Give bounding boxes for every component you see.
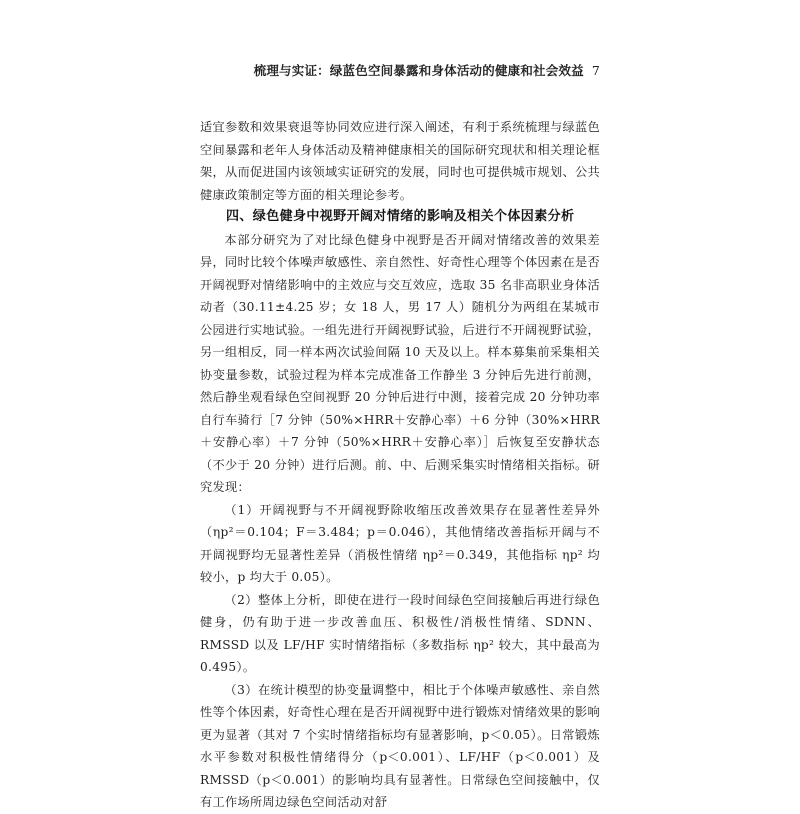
running-header-title: 梳理与实证：绿蓝色空间暴露和身体活动的健康和社会效益 [253, 63, 584, 78]
running-header [200, 61, 600, 79]
finding-2: （2）整体上分析，即使在进行一段时间绿色空间接触后再进行绿色健身，仍有助于进一步改善血压、积极性/消极性情绪、SDNN、RMSSD 以及 LF/HF 实时情绪指标（多数指标 ηp² 较大，其中最高为 0.495）。 [200, 592, 600, 674]
page-number: 7 [591, 63, 600, 78]
finding-1: （1）开阔视野与不开阔视野除收缩压改善效果存在显著性差异外（ηp²＝0.104；F＝3.484；p＝0.046），其他情绪改善指标开阔与不开阔视野均无显著性差异（消极性情绪 ηp²＝0.349，其他指标 ηp² 均较小，p 均大于 0.05）。 [200, 502, 600, 584]
body-text [200, 116, 600, 814]
paragraph-method: 本部分研究为了对比绿色健身中视野是否开阔对情绪改善的效果差异，同时比较个体噪声敏感性、亲自然性、好奇性心理等个体因素在是否开阔视野对情绪影响中的主效应与交互效应，选取 35 名非高职业身体活动者（30.11±4.25 岁；女 18 人，男 17 人）随机分为两组在某城市公园进行实地试验。一组先进行开阔视野试验，后进行不开阔视野试验，另一组相反，同一样本两次试验间隔 10 天及以上。样本募集前采集相关协变量参数，试验过程为样本完成准备工作静坐 3 分钟后先进行前测，然后静坐观看绿色空间视野 20 分钟后进行中测，接着完成 20 分钟功率自行车骑行［7 分钟（50%×HRR＋安静心率）＋6 分钟（30%×HRR＋安静心率）＋7 分钟（50%×HRR＋安静心率）］后恢复至安静状态（不少于 20 分钟）进行后测。前、中、后测采集实时情绪相关指标。研究发现： [200, 232, 600, 494]
finding-3: （3）在统计模型的协变量调整中，相比于个体噪声敏感性、亲自然性等个体因素，好奇性心理在是否开阔视野中进行锻炼对情绪效果的影响更为显著（其对 7 个实时情绪指标均有显著影响，p＜0.05）。日常锻炼水平参数对积极性情绪得分（p＜0.001）、LF/HF（p＜0.001）及 RMSSD（p＜0.001）的影响均具有显著性。日常绿色空间接触中，仅有工作场所周边绿色空间活动对舒 [200, 682, 600, 809]
section-heading: 四、绿色健身中视野开阔对情绪的影响及相关个体因素分析 [226, 209, 575, 224]
paragraph-intro-continuation: 适宜参数和效果衰退等协同效应进行深入阐述，有利于系统梳理与绿蓝色空间暴露和老年人身体活动及精神健康相关的国际研究现状和相关理论框架，从而促进国内该领域实证研究的发展，同时也可提供城市规划、公共健康政策制定等方面的相关理论参考。 [200, 120, 600, 202]
